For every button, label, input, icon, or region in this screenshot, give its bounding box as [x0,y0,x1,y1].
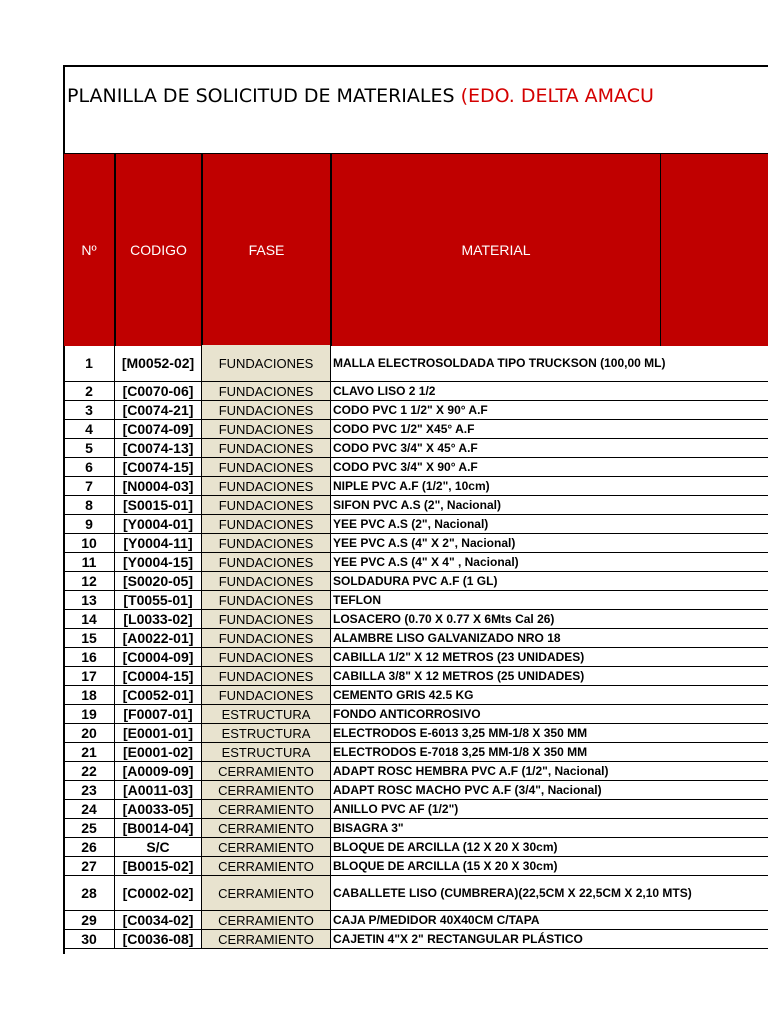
cell-fase[interactable]: ESTRUCTURA [202,743,331,761]
cell-material[interactable]: YEE PVC A.S (4" X 4" , Nacional) [333,555,519,569]
cell-material[interactable]: CEMENTO GRIS 42.5 KG [333,688,474,702]
cell-codigo[interactable]: [A0011-03] [115,781,202,799]
cell-material[interactable]: BLOQUE DE ARCILLA (15 X 20 X 30cm) [333,859,558,873]
cell-codigo[interactable]: [B0015-02] [115,857,202,875]
cell-fase[interactable]: CERRAMIENTO [202,800,331,818]
table-row [63,819,768,838]
table-header [63,153,768,346]
cell-codigo[interactable]: [Y0004-11] [115,534,202,552]
cell-material[interactable]: ADAPT ROSC MACHO PVC A.F (3/4", Nacional) [333,783,602,797]
cell-number[interactable]: 13 [63,591,115,609]
cell-number[interactable]: 18 [63,686,115,704]
cell-codigo[interactable]: [T0055-01] [115,591,202,609]
cell-codigo[interactable]: [C0074-09] [115,420,202,438]
cell-number[interactable]: 22 [63,762,115,780]
cell-fase[interactable]: FUNDACIONES [202,401,331,419]
cell-fase[interactable]: CERRAMIENTO [202,781,331,799]
table-row [63,667,768,686]
table-row [63,800,768,819]
cell-material[interactable]: SIFON PVC A.S (2", Nacional) [333,498,501,512]
cell-fase[interactable]: FUNDACIONES [202,553,331,571]
cell-material[interactable]: YEE PVC A.S (2", Nacional) [333,517,489,531]
table-row [63,477,768,496]
cell-fase[interactable]: FUNDACIONES [202,382,331,400]
cell-fase[interactable]: FUNDACIONES [202,534,331,552]
table-row [63,496,768,515]
cell-fase[interactable]: FUNDACIONES [202,439,331,457]
cell-number[interactable]: 29 [63,911,115,929]
table-row [63,743,768,762]
cell-material[interactable]: ADAPT ROSC HEMBRA PVC A.F (1/2", Nacional) [333,764,609,778]
cell-material[interactable]: BISAGRA 3" [333,821,404,835]
cell-fase[interactable]: FUNDACIONES [202,477,331,495]
title-highlight: (EDO. DELTA AMACU [460,85,654,107]
cell-fase[interactable]: FUNDACIONES [202,648,331,666]
cell-number[interactable]: 8 [63,496,115,514]
cell-material[interactable]: NIPLE PVC A.F (1/2", 10cm) [333,479,490,493]
cell-codigo[interactable]: [C0074-21] [115,401,202,419]
cell-fase[interactable]: CERRAMIENTO [202,838,331,856]
cell-material[interactable]: LOSACERO (0.70 X 0.77 X 6Mts Cal 26) [333,612,555,626]
cell-codigo[interactable]: S/C [115,838,202,856]
cell-material[interactable]: ALAMBRE LISO GALVANIZADO NRO 18 [333,631,561,645]
table-row [63,876,768,911]
cell-material[interactable]: YEE PVC A.S (4" X 2", Nacional) [333,536,516,550]
cell-fase[interactable]: FUNDACIONES [202,667,331,685]
cell-number[interactable]: 19 [63,705,115,723]
cell-material[interactable]: CODO PVC 3/4" X 90° A.F [333,460,478,474]
table-row [63,930,768,949]
cell-fase[interactable]: FUNDACIONES [202,420,331,438]
cell-number[interactable]: 9 [63,515,115,533]
table-row [63,515,768,534]
cell-codigo[interactable]: [A0022-01] [115,629,202,647]
cell-material[interactable]: ELECTRODOS E-6013 3,25 MM-1/8 X 350 MM [333,726,588,740]
spreadsheet [63,65,768,954]
cell-codigo[interactable]: [B0014-04] [115,819,202,837]
cell-fase[interactable]: CERRAMIENTO [202,762,331,780]
cell-material[interactable]: CABILLA 1/2" X 12 METROS (23 UNIDADES) [333,650,585,664]
table-row [63,838,768,857]
cell-codigo[interactable]: [E0001-02] [115,743,202,761]
table-row [63,705,768,724]
table-row [63,458,768,477]
table-row [63,534,768,553]
cell-number[interactable]: 17 [63,667,115,685]
cell-codigo[interactable]: [E0001-01] [115,724,202,742]
cell-material[interactable]: CODO PVC 3/4" X 45° A.F [333,441,478,455]
table-row [63,572,768,591]
cell-number[interactable]: 14 [63,610,115,628]
cell-number[interactable]: 11 [63,553,115,571]
cell-material[interactable]: BLOQUE DE ARCILLA (12 X 20 X 30cm) [333,840,558,854]
cell-material[interactable]: CLAVO LISO 2 1/2 [333,384,436,398]
table-row [63,724,768,743]
title-row [65,67,768,152]
cell-codigo[interactable]: [N0004-03] [115,477,202,495]
cell-codigo[interactable]: [C0004-15] [115,667,202,685]
cell-material[interactable]: FONDO ANTICORROSIVO [333,707,481,721]
table-row [63,553,768,572]
cell-number[interactable]: 26 [63,838,115,856]
cell-number[interactable]: 4 [63,420,115,438]
cell-codigo[interactable]: [M0052-02] [115,345,202,381]
table-row [63,401,768,420]
cell-number[interactable]: 30 [63,930,115,948]
cell-codigo[interactable]: [S0015-01] [115,496,202,514]
cell-number[interactable]: 6 [63,458,115,476]
title-main: PLANILLA DE SOLICITUD DE MATERIALES [67,85,461,107]
cell-fase[interactable]: CERRAMIENTO [202,819,331,837]
cell-number[interactable]: 27 [63,857,115,875]
cell-fase[interactable]: CERRAMIENTO [202,911,331,929]
header-fase[interactable]: FASE [202,154,331,346]
cell-codigo[interactable]: [C0052-01] [115,686,202,704]
cell-number[interactable]: 12 [63,572,115,590]
cell-number[interactable]: 23 [63,781,115,799]
cell-material[interactable]: ELECTRODOS E-7018 3,25 MM-1/8 X 350 MM [333,745,588,759]
cell-codigo[interactable]: [Y0004-15] [115,553,202,571]
cell-codigo[interactable]: [A0009-09] [115,762,202,780]
cell-fase[interactable]: FUNDACIONES [202,345,331,381]
table-row [63,781,768,800]
cell-fase[interactable]: CERRAMIENTO [202,930,331,948]
cell-fase[interactable]: FUNDACIONES [202,610,331,628]
cell-material[interactable]: ANILLO PVC AF (1/2") [333,802,459,816]
cell-codigo[interactable]: [S0020-05] [115,572,202,590]
cell-number[interactable]: 5 [63,439,115,457]
cell-number[interactable]: 7 [63,477,115,495]
cell-material[interactable]: CABILLA 3/8" X 12 METROS (25 UNIDADES) [333,669,585,683]
cell-codigo[interactable]: [C0070-06] [115,382,202,400]
cell-codigo[interactable]: [C0002-02] [115,876,202,910]
cell-number[interactable]: 25 [63,819,115,837]
cell-number[interactable]: 28 [63,876,115,910]
cell-fase[interactable]: FUNDACIONES [202,629,331,647]
cell-codigo[interactable]: [C0074-13] [115,439,202,457]
cell-codigo[interactable]: [A0033-05] [115,800,202,818]
table-row [63,382,768,401]
cell-number[interactable]: 3 [63,401,115,419]
table-row [63,911,768,930]
header-num[interactable]: Nº [63,154,115,346]
page-title [67,85,654,107]
cell-codigo[interactable]: [C0004-09] [115,648,202,666]
cell-material[interactable]: TEFLON [333,593,381,607]
cell-codigo[interactable]: [C0036-08] [115,930,202,948]
cell-fase[interactable]: FUNDACIONES [202,458,331,476]
cell-material[interactable]: SOLDADURA PVC A.F (1 GL) [333,574,498,588]
table-row [63,420,768,439]
cell-fase[interactable]: CERRAMIENTO [202,876,331,910]
header-codigo[interactable]: CODIGO [115,154,202,346]
table-row [63,345,768,382]
cell-fase[interactable]: FUNDACIONES [202,591,331,609]
table-row [63,629,768,648]
table-row [63,610,768,629]
cell-number[interactable]: 15 [63,629,115,647]
header-material[interactable]: MATERIAL [331,154,661,346]
cell-fase[interactable]: ESTRUCTURA [202,705,331,723]
table-row [63,591,768,610]
cell-number[interactable]: 24 [63,800,115,818]
table-row [63,686,768,705]
cell-material[interactable]: CODO PVC 1/2" X45° A.F [333,422,475,436]
table-row [63,439,768,458]
cell-material[interactable]: CAJA P/MEDIDOR 40X40CM C/TAPA [333,913,540,927]
cell-number[interactable]: 21 [63,743,115,761]
cell-fase[interactable]: FUNDACIONES [202,496,331,514]
cell-material[interactable]: MALLA ELECTROSOLDADA TIPO TRUCKSON (100,00 ML) [333,356,666,370]
cell-fase[interactable]: FUNDACIONES [202,686,331,704]
cell-codigo[interactable]: [F0007-01] [115,705,202,723]
cell-number[interactable]: 2 [63,382,115,400]
cell-codigo[interactable]: [L0033-02] [115,610,202,628]
cell-fase[interactable]: FUNDACIONES [202,515,331,533]
table-row [63,648,768,667]
cell-number[interactable]: 10 [63,534,115,552]
cell-material[interactable]: CAJETIN 4"X 2" RECTANGULAR PLÁSTICO [333,932,583,946]
table-row [63,857,768,876]
cell-number[interactable]: 20 [63,724,115,742]
cell-fase[interactable]: FUNDACIONES [202,572,331,590]
cell-fase[interactable]: ESTRUCTURA [202,724,331,742]
cell-fase[interactable]: CERRAMIENTO [202,857,331,875]
cell-material[interactable]: CODO PVC 1 1/2" X 90° A.F [333,403,488,417]
cell-codigo[interactable]: [Y0004-01] [115,515,202,533]
cell-number[interactable]: 1 [63,345,115,381]
cell-codigo[interactable]: [C0034-02] [115,911,202,929]
cell-material[interactable]: CABALLETE LISO (CUMBRERA)(22,5CM X 22,5CM X 2,10 MTS) [333,886,692,900]
cell-codigo[interactable]: [C0074-15] [115,458,202,476]
table-row [63,762,768,781]
cell-number[interactable]: 16 [63,648,115,666]
